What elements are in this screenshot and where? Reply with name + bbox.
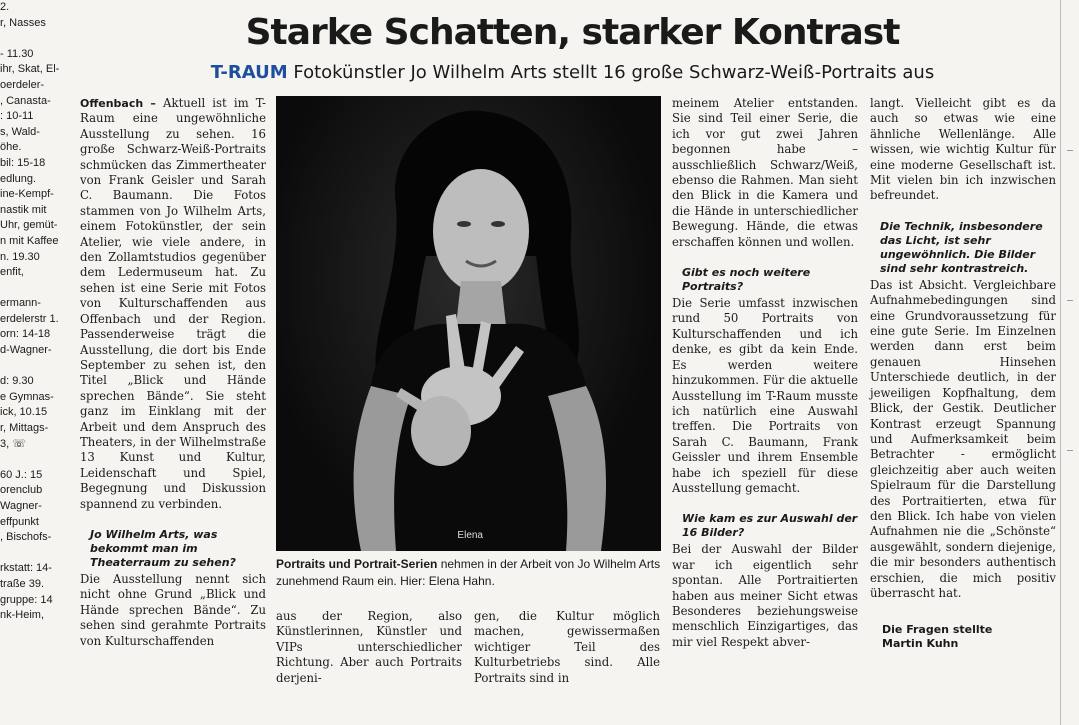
neighbor-line: [0, 452, 72, 468]
article-subhead: [80, 62, 1065, 83]
neighbor-line: [0, 359, 72, 375]
credit-author: Martin Kuhn: [882, 637, 959, 651]
subhead-kicker: T-RAUM: [210, 62, 288, 83]
answer-3: Bei der Auswahl der Bilder war ich eigentlich sehr spontan. Alle Portraitierten haben aus meiner Sicht etwas Besonderes beziehungsweise menschlich Einzigartiges, das mir viel Respekt abver-: [672, 542, 858, 649]
neighbor-line: e Gymnas-: [0, 390, 54, 403]
neighbor-line: , Canasta-: [0, 94, 51, 107]
neighbor-line: 3, ☏: [0, 437, 26, 450]
answer-4: Das ist Absicht. Vergleichbare Aufnahmebedingungen sind eine Grundvoraussetzung für eine gute Serie. Im Einzelnen werden dann erst beim genauen Hinsehen Unterschiede deutlich, in der jeweiligen Kopfhaltung, dem Blick, der Gestik. Deutlicher Kontrast erzeugt Spannung und Aufmerksamkeit beim Betrachter - ermöglicht gleichzeitig aber auch weiten Spielraum für die Darstellung des Portraitierten, etwa für den Blick. Ich habe von vielen Aufnahmen nie die „Schönste“ ausgewählt, sondern diejenige, die mir besonders authentisch erschien, die mich positiv überrascht hat.: [870, 277, 1056, 600]
neighbor-line: [0, 31, 72, 47]
neighbor-line: 60 J.: 15: [0, 468, 43, 481]
neighbor-line: enfit,: [0, 266, 24, 279]
neighbor-line: r, Nasses: [0, 16, 46, 29]
neighbor-line: d: 9.30: [0, 375, 34, 388]
neighbor-line: , Bischofs-: [0, 531, 52, 544]
neighbor-line: effpunkt: [0, 515, 39, 528]
question-4: Die Technik, insbesondere das Licht, ist sehr ungewöhnlich. Die Bilder sind sehr kontrastreich.: [880, 219, 1043, 275]
neighbor-column-left: [0, 0, 72, 725]
neighbor-line: n mit Kaffee: [0, 234, 59, 247]
neighbor-line: edlung.: [0, 172, 37, 185]
neighbor-line: bil: 15-18: [0, 156, 46, 169]
neighbor-line: orenclub: [0, 484, 43, 497]
question-2: Gibt es noch weitere Portraits?: [682, 266, 811, 294]
neighbor-line: öhe.: [0, 141, 22, 154]
neighbor-line: n. 19.30: [0, 250, 40, 263]
answer-1-start: Die Ausstellung nennt sich nicht ohne Grund „Blick und Hände sprechen Bände“. Zu sehen sind gerahmte Portraits von Kulturschaffenden: [80, 571, 266, 648]
neighbor-line: - 11.30: [0, 47, 34, 60]
column-2-text: aus der Region, also Künstlerinnen, Künstler und VIPs unterschiedlicher Richtung. Aber auch Portraits derjeni-: [276, 609, 462, 685]
neighbor-line: ine-Kempf-: [0, 188, 54, 201]
neighbor-line: s, Wald-: [0, 125, 40, 138]
photo-caption: [276, 556, 661, 590]
neighbor-line: 2.: [0, 1, 10, 13]
article-headline: Starke Schatten, starker Kontrast: [245, 12, 900, 53]
neighbor-line: nk-Heim,: [0, 609, 45, 622]
neighbor-line: ick, 10.15: [0, 406, 48, 419]
neighbor-line: : 10-11: [0, 110, 34, 123]
article-column-1: [80, 96, 266, 649]
dateline: Offenbach –: [80, 97, 156, 110]
interview-credit: [882, 623, 1056, 651]
credit-label: Die Fragen stellte: [882, 623, 993, 637]
neighbor-line: Wagner-: [0, 500, 42, 512]
neighbor-line: gruppe: 14: [0, 593, 53, 606]
neighbor-column-right: [1060, 0, 1079, 725]
article-column-4: [672, 96, 858, 650]
neighbor-line: [0, 281, 72, 297]
caption-text: nehmen in der Arbeit von Jo Wilhelm Arts zunehmend Raum ein. Hier: Elena Hahn.: [276, 557, 661, 588]
neighbor-line: [0, 546, 72, 562]
column-4-p1: meinem Atelier entstanden. Sie sind Teil einer Serie, die ich vor gut zwei Jahren begonnen habe – ausschließlich Schwarz/Weiß, ebenso die Rahmen. Man sieht den Blick in die Kamera und die Hände in unterschiedlicher Bewegung. Hände, die etwas erschaffen können und wollen.: [672, 96, 858, 249]
neighbor-line: nastik mit: [0, 203, 47, 216]
article-column-2: [276, 609, 462, 686]
article-column-3: [474, 609, 660, 686]
neighbor-line: ihr, Skat, El-: [0, 63, 60, 76]
neighbor-line: traße 39.: [0, 577, 45, 590]
answer-2: Die Serie umfasst inzwischen rund 50 Portraits von Kulturschaffenden und ich denke, es gibt da kein Ende. Es werden weitere hinzukommen. Für die aktuelle Ausstellung im T-Raum musste ich natürlich eine Auswahl treffen. Die Portraits von Sarah C. Baumann, Frank Geissler und ihrem Ensemble habe ich speziell für diese Ausstellung gemacht.: [672, 296, 858, 495]
neighbor-line: Uhr, gemüt-: [0, 219, 58, 232]
neighbor-line: d-Wagner-: [0, 344, 52, 357]
question-3: Wie kam es zur Auswahl der 16 Bilder?: [682, 512, 858, 540]
neighbor-line: erdelerstr 1.: [0, 312, 59, 325]
intro-text: Aktuell ist im T-Raum eine ungewöhnliche Ausstellung zu sehen. 16 große Schwarz-Weiß-Portraits schmücken das Zimmertheater von Frank Geisler und Sarah C. Baumann. Die Fotos stammen von Jo Wilhelm Arts, einem Fotokünstler, der sein Atelier, wie viele andere, in den Zollamtstudios gegenüber dem Ledermuseum hat. Zu sehen ist eine Serie mit Fotos von Kulturschaffenden aus Offenbach und der Region. Passenderweise trägt die Ausstellung, die dort bis Ende September zu sehen ist, den Titel „Blick und Hände sprechen Bände“. Sie steht ganz im Einklang mit der Arbeit und dem Anspruch des Theaters, in der Wilhelmstraße 13 Kunst und Kultur, Leidenschaft und Spiel, Begegnung und Diskussion spannend zu verbinden.: [80, 96, 267, 511]
paragraph-intro: [80, 96, 266, 512]
neighbor-line: rkstatt: 14-: [0, 562, 52, 575]
portrait-photo: [276, 96, 661, 551]
column-3-text: gen, die Kultur möglich machen, gewissermaßen wichtiger Teil des Kulturbetriebs sind. Alle Portraits sind in: [474, 609, 660, 685]
photo-label: Elena: [457, 530, 483, 541]
subhead-text: Fotokünstler Jo Wilhelm Arts stellt 16 große Schwarz-Weiß-Portraits aus: [287, 62, 935, 83]
article-column-5: [870, 96, 1056, 651]
neighbor-line: ermann-: [0, 297, 41, 310]
caption-bold: Portraits und Portrait-Serien: [276, 557, 438, 571]
question-1: Jo Wilhelm Arts, was bekommt man im Theaterraum zu sehen?: [90, 527, 236, 569]
neighbor-line: oerdeler-: [0, 78, 45, 91]
neighbor-line: orn: 14-18: [0, 328, 51, 341]
neighbor-line: r, Mittags-: [0, 422, 49, 435]
column-5-p1: langt. Vielleicht gibt es da auch so etwas wie eine ähnliche Wellenlänge. Alle wissen, wie wichtig Kultur für eine moderne Gesellschaft ist. Mit vielen bin ich inzwischen befreundet.: [870, 96, 1056, 203]
